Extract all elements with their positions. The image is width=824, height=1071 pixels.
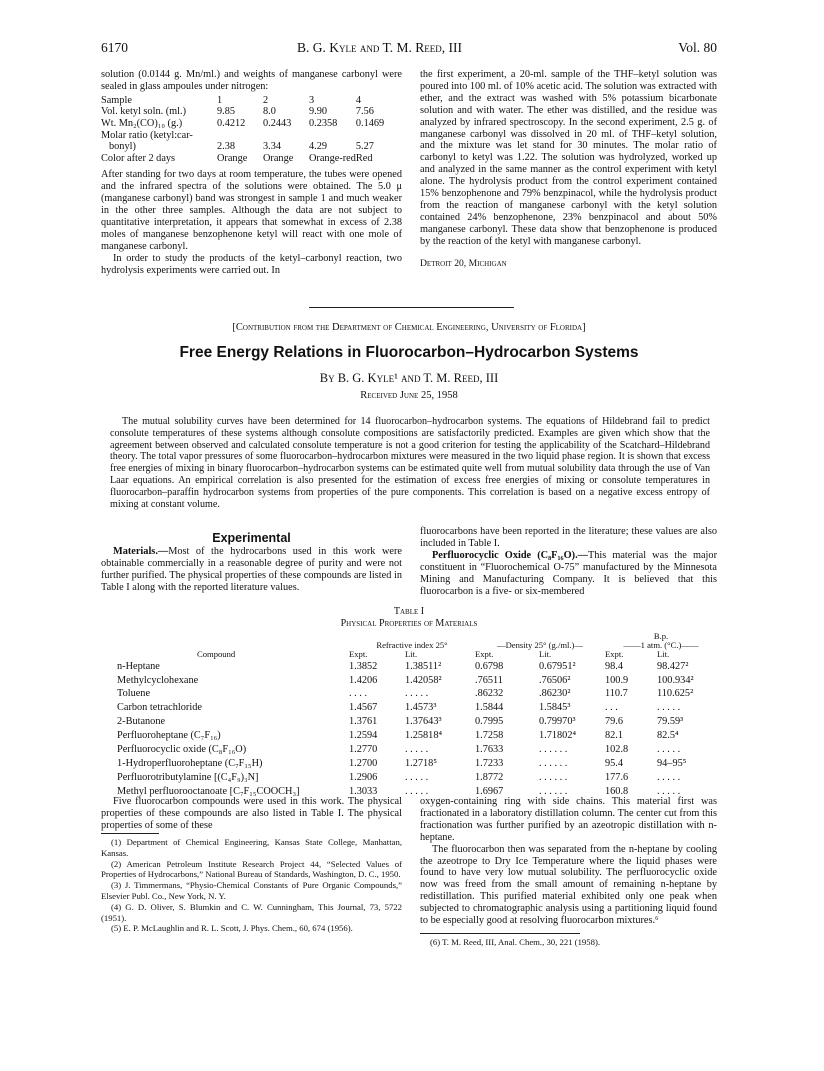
table-body — [117, 660, 717, 799]
ri-lit: . . . . . — [405, 771, 429, 783]
sample-table-row — [101, 106, 402, 118]
materials-text: Most of the hydrocarbons used in this work were obtainable commercially in a reasonable degree of purity and were not further purified. The physical properties of these compounds are listed in Table I along with the reported literature values. — [101, 546, 402, 593]
bottom-left-column — [101, 796, 402, 832]
sample-cell: 8.0 — [263, 106, 276, 118]
pfco-text: This material was the major constituent in “Fluorochemical O-75” manufactured by the Minnesota Mining and Manufacturing Company. It is believed that this fluorocarbon is a five- or six-membered — [420, 549, 717, 597]
dateline: Detroit 20, Michigan — [420, 257, 507, 269]
footnotes-left — [101, 837, 402, 934]
ri-expt: 1.4206 — [349, 674, 378, 686]
density-expt: 1.7633 — [475, 744, 504, 756]
density-lit: .76506² — [539, 674, 571, 686]
bp-expt: 98.4 — [605, 660, 624, 672]
sample-cell: 9.90 — [309, 106, 328, 118]
bp-expt: 110.7 — [605, 688, 628, 700]
footnote-rule-right — [420, 933, 580, 934]
density-expt: 1.5844 — [475, 702, 504, 714]
table-caption: Table I — [393, 606, 425, 617]
footnote-3: (3) J. Timmermans, “Physio-Chemical Constants of Pure Organic Compounds,” Elsevier Publ. Co., New York, N. Y. — [101, 880, 402, 901]
sample-cell: Red — [355, 152, 373, 164]
density-lit: . . . . . . — [539, 771, 568, 783]
sample-table-row — [101, 153, 402, 165]
article-byline: By B. G. Kyle¹ and T. M. Reed, III — [319, 371, 499, 385]
sample-cell: 4 — [355, 94, 362, 106]
ri-lit: 1.37643³ — [405, 716, 442, 728]
compound-name: Toluene — [117, 688, 151, 700]
header-refractive-index: Refractive index 25° — [376, 640, 448, 651]
header-bp-atm: ——1 atm. (°C.)—— — [623, 640, 699, 651]
ri-lit: . . . . . — [405, 785, 429, 797]
footnote-1: (1) Department of Chemical Engineering, Kansas State College, Manhattan, Kansas. — [101, 837, 402, 858]
header-bp — [605, 632, 717, 650]
sample-cell: Orange — [263, 152, 294, 164]
bp-lit: 94–95⁵ — [657, 757, 687, 769]
sample-table-row — [101, 130, 402, 142]
density-expt: 1.6967 — [475, 785, 504, 797]
compound-name: Carbon tetrachloride — [117, 702, 202, 714]
bp-expt: 95.4 — [605, 757, 624, 769]
bp-lit: . . . . . — [657, 702, 681, 714]
abstract-text: The mutual solubility curves have been determined for 14 fluorocarbon–hydrocarbon systems. The equations of Hildebrand fail to predict consolute temperatures of these systems although consolute compositions are satisfactorily predicted. Examples are given which show that the agreement between observed and calculated consolute temperature is not a good criterion for testing the applicability of the Scatchard–Hildebrand theory. The total vapor pressures of some fluorocarbon–hydrocarbon mixtures were measured in the two liquid phase region. It is shown that excess free energies of mixing in binary fluorocarbon–hydrocarbon systems can be estimated quite well from mutual solubility data through the use of Van Laar equations. An empirical correlation is also presented for the estimation of excess free energies of mixing or consolute temperatures in fluorocarbon–paraffin hydrocarbon systems from properties of the pure components. This correlation is based on a negative excess entropy of mixing at constant volume. — [110, 416, 710, 510]
ri-lit: 1.25818⁴ — [405, 730, 443, 742]
ri-expt: . . . . — [349, 688, 368, 700]
header-d-lit: Lit. — [539, 650, 552, 660]
density-expt: 1.7233 — [475, 757, 504, 769]
sample-cell: Orange — [217, 152, 248, 164]
sample-table-row — [101, 95, 402, 107]
abstract — [110, 416, 710, 510]
prev-right-paragraph: the first experiment, a 20-ml. sample of the THF–ketyl solution was poured into 100 ml. of 10% acetic acid. The solution was extracted with ether, and the extract was washed with 5% potassium bicarbonate solution and with water. The ether was distilled, and the residue was analyzed by infrared spectroscopy. In the second experiment, 2.5 g. of manganese carbonyl was dissolved in 20 ml. of THF–ketyl solution, and the mixture was let stand for 30 minutes. The molar ratio of carbonyl to ketyl was 1.22. The solution was hydrolyzed, worked up and analyzed in the same manner as the control experiment with ketyl alone. The hydrolysis product from the control experiment contained 15% benzophenone and 79% benzpinacol, while the hydrolysis product from the reaction of manganese carbonyl with the ketyl solution contained 24% benzophenone, 23% benzpinacol and about 50% manganese carbonyl. These data show that benzophenone is produced by the reaction of the ketyl with manganese carbonyl. — [420, 69, 717, 247]
volume-label: Vol. 80 — [678, 40, 717, 55]
article-separator-rule — [309, 307, 514, 308]
table-row — [117, 687, 717, 701]
pfco-paragraph — [420, 550, 717, 598]
density-expt: .86232 — [475, 688, 504, 700]
ri-lit: 1.4573³ — [405, 702, 437, 714]
sample-cell: 3.34 — [263, 141, 282, 153]
pfco-heading: Perfluorocyclic Oxide (C₈F₁₆O).— — [432, 549, 588, 561]
bp-expt: 177.6 — [605, 771, 629, 783]
ri-expt: 1.3761 — [349, 716, 378, 728]
compound-name: 1-Hydroperfluoroheptane (C₇F₁₅H) — [117, 757, 263, 769]
bp-expt: 82.1 — [605, 730, 624, 742]
density-expt: 1.7258 — [475, 730, 504, 742]
density-lit: .86230² — [539, 688, 571, 700]
header-ri-expt: Expt. — [349, 650, 368, 660]
sample-cell: 0.4212 — [217, 118, 246, 129]
compound-name: Perfluorotributylamine [(C₄F₉)₃N] — [117, 771, 259, 783]
sample-cell — [263, 130, 309, 142]
sample-cell: 4.29 — [309, 141, 328, 153]
sample-cell: 1 — [217, 94, 223, 106]
ri-expt: 1.4567 — [349, 702, 378, 714]
table-row — [117, 757, 717, 771]
sample-cell: 2 — [263, 94, 269, 106]
table-title: Physical Properties of Materials — [340, 618, 478, 629]
bp-lit: . . . . . — [657, 744, 681, 756]
prev-intro-text: solution (0.0144 g. Mn/ml.) and weights of manganese carbonyl were sealed in glass ampoules under nitrogen: — [101, 69, 402, 92]
density-lit: 0.79970³ — [539, 716, 576, 728]
header-bp-label: B.p. — [653, 632, 669, 641]
sample-cell: 0.2358 — [309, 118, 338, 129]
ri-expt: 1.2906 — [349, 771, 378, 783]
density-lit: . . . . . . — [539, 744, 568, 756]
received-date: Received June 25, 1958 — [360, 390, 458, 401]
bottom-right-paragraph-1: oxygen-containing ring with side chains. This material first was fractionated in a laboratory distillation column. The center cut from this fractionation was further purified by an azeotropic distillation with n-heptane. — [420, 796, 717, 843]
article-title: Free Energy Relations in Fluorocarbon–Hydrocarbon Systems — [179, 344, 639, 361]
running-authors: B. G. Kyle and T. M. Reed, III — [297, 40, 462, 55]
density-lit: 0.67951² — [539, 660, 576, 672]
sample-cell — [309, 130, 356, 142]
sample-row-label: bonyl) — [109, 141, 136, 153]
sample-cell: 2.38 — [217, 141, 236, 153]
footnote-5: (5) E. P. McLaughlin and R. L. Scott, J. Phys. Chem., 60, 674 (1956). — [111, 923, 353, 934]
compound-name: Methylcyclohexane — [117, 674, 199, 686]
bp-expt: 79.6 — [605, 716, 624, 728]
table-row — [117, 674, 717, 688]
header-d-expt: Expt. — [475, 650, 494, 660]
bp-lit: . . . . . — [657, 771, 681, 783]
bp-lit: 79.59³ — [657, 716, 684, 728]
table-row — [117, 729, 717, 743]
materials-column — [101, 546, 402, 594]
bottom-left-paragraph: Five fluorocarbon compounds were used in this work. The physical properties of these compounds are also listed in Table I. The physical properties of some of these — [101, 796, 402, 831]
ri-lit: . . . . . — [405, 688, 429, 700]
ri-expt: 1.2700 — [349, 757, 378, 769]
density-lit: . . . . . . — [539, 785, 568, 797]
density-expt: 0.6798 — [475, 660, 504, 672]
running-header — [101, 40, 717, 60]
ri-expt: 1.3852 — [349, 660, 378, 672]
compound-name: n-Heptane — [117, 660, 160, 672]
sample-cell: 5.27 — [355, 141, 374, 153]
sample-cell: 0.1469 — [355, 118, 385, 129]
sample-row-label: Vol. ketyl soln. (ml.) — [101, 106, 187, 118]
compound-name: Methyl perfluorooctanoate [C₇F₁₅COOCH₃] — [117, 785, 300, 797]
ri-lit: 1.42058² — [405, 674, 442, 686]
table-row — [117, 771, 717, 785]
sample-row-label: Wt. Mn₂(CO)₁₀ (g.) — [101, 118, 183, 129]
sample-cell — [356, 130, 402, 142]
materials-heading: Materials.— — [113, 546, 169, 557]
ri-expt: 1.2594 — [349, 730, 378, 742]
header-density: —Density 25° (g./ml.)— — [496, 640, 584, 651]
ri-expt: 1.2770 — [349, 744, 378, 756]
density-expt: 0.7995 — [475, 716, 504, 728]
ri-lit: 1.2718⁵ — [405, 757, 437, 769]
sample-cell: 9.85 — [217, 106, 236, 118]
header-bp-lit: Lit. — [657, 650, 670, 660]
section-heading-experimental: Experimental — [212, 531, 291, 545]
bp-expt: 102.8 — [605, 744, 629, 756]
footnote-rule-left — [101, 833, 159, 834]
prev-article-right-column — [420, 69, 717, 270]
table-row — [117, 715, 717, 729]
sample-cell: 7.56 — [355, 106, 374, 118]
sample-cell — [217, 130, 263, 142]
right-column-top — [420, 526, 717, 597]
sample-cell: Orange-red — [309, 152, 356, 164]
table-header — [117, 632, 717, 660]
header-ri-lit: Lit. — [405, 650, 418, 660]
bp-expt: 160.8 — [605, 785, 629, 797]
sample-table-row — [101, 141, 402, 153]
ri-lit: . . . . . — [405, 744, 429, 756]
sample-row-label: Color after 2 days — [101, 152, 176, 164]
ri-lit: 1.38511² — [405, 660, 442, 672]
bp-expt: 100.9 — [605, 674, 629, 686]
sample-table-row — [101, 118, 402, 130]
footnote-2: (2) American Petroleum Institute Research Project 44, “Selected Values of Properties of Hydrocarbons,” National Bureau of Standards, Washington, D. C., 1950. — [101, 858, 402, 880]
compound-name: Perfluoroheptane (C₇F₁₆) — [117, 730, 221, 742]
table-row — [117, 701, 717, 715]
bp-expt: . . . — [605, 702, 618, 714]
density-expt: .76511 — [475, 674, 503, 686]
sample-cell: 3 — [309, 94, 315, 106]
page-number: 6170 — [101, 40, 128, 55]
sample-cell: 0.2443 — [263, 118, 292, 129]
right-top-paragraph: fluorocarbons have been reported in the literature; these values are also included in Table I. — [420, 526, 717, 549]
density-expt: 1.8772 — [475, 771, 504, 783]
bp-lit: 98.427² — [657, 660, 689, 672]
ri-expt: 1.3033 — [349, 785, 378, 797]
header-compound: Compound — [197, 650, 236, 660]
sample-row-label: Molar ratio (ketyl:car- — [101, 129, 193, 141]
bp-lit: . . . . . — [657, 785, 681, 797]
density-lit: 1.71802⁴ — [539, 730, 577, 742]
contribution-line: [Contribution from the Department of Chemical Engineering, University of Florida] — [232, 322, 586, 333]
density-lit: . . . . . . — [539, 757, 568, 769]
prev-left-paragraph-2: In order to study the products of the ketyl–carbonyl reaction, two hydrolysis experiments were carried out. In — [101, 252, 402, 276]
sample-row-label: Sample — [101, 94, 132, 106]
table-1 — [117, 632, 717, 799]
footnote-6: (6) T. M. Reed, III, Anal. Chem., 30, 221 (1958). — [430, 937, 601, 947]
bp-lit: 110.625² — [657, 688, 694, 700]
compound-name: Perfluorocyclic oxide (C₈F₁₆O) — [117, 744, 247, 756]
footnote-4: (4) G. D. Oliver, S. Blumkin and C. W. Cunningham, This Journal, 73, 5722 (1951). — [101, 901, 402, 923]
sample-table — [101, 95, 402, 165]
bottom-right-column — [420, 796, 717, 927]
prev-article-left-column — [101, 69, 402, 277]
table-row — [117, 743, 717, 757]
bp-lit: 100.934² — [657, 674, 694, 686]
footnote-right — [420, 937, 717, 948]
bp-lit: 82.5⁴ — [657, 730, 679, 742]
materials-paragraph — [101, 546, 402, 594]
table-row — [117, 660, 717, 674]
header-bp-expt: Expt. — [605, 650, 624, 660]
prev-left-paragraph-1: After standing for two days at room temperature, the tubes were opened and the infrared spectra of the solutions were obtained. The 5.0 μ (manganese carbonyl) band was strongest in sample 1 and much weaker in the other three samples. Although the data are not subject to quantitative interpretation, it appears that somewhat in excess of 2.38 moles of manganese benzophenone ketyl will react with one mole of manganese carbonyl. — [101, 169, 402, 252]
density-lit: 1.5845³ — [539, 702, 571, 714]
bottom-right-paragraph-2: The fluorocarbon then was separated from the n-heptane by cooling the azeotrope to Dry Ice Temperature where the liquid phases were found to have very low mutual solubility. The perfluorocyclic oxide now was freed from the small amount of remaining n-heptane by redistillation. This purified material exhibited only one peak when subjected to chromatographic analysis using a partitioning liquid found to be especially good at resolving fluorocarbon mixtures.⁶ — [420, 843, 717, 927]
compound-name: 2-Butanone — [117, 716, 166, 728]
